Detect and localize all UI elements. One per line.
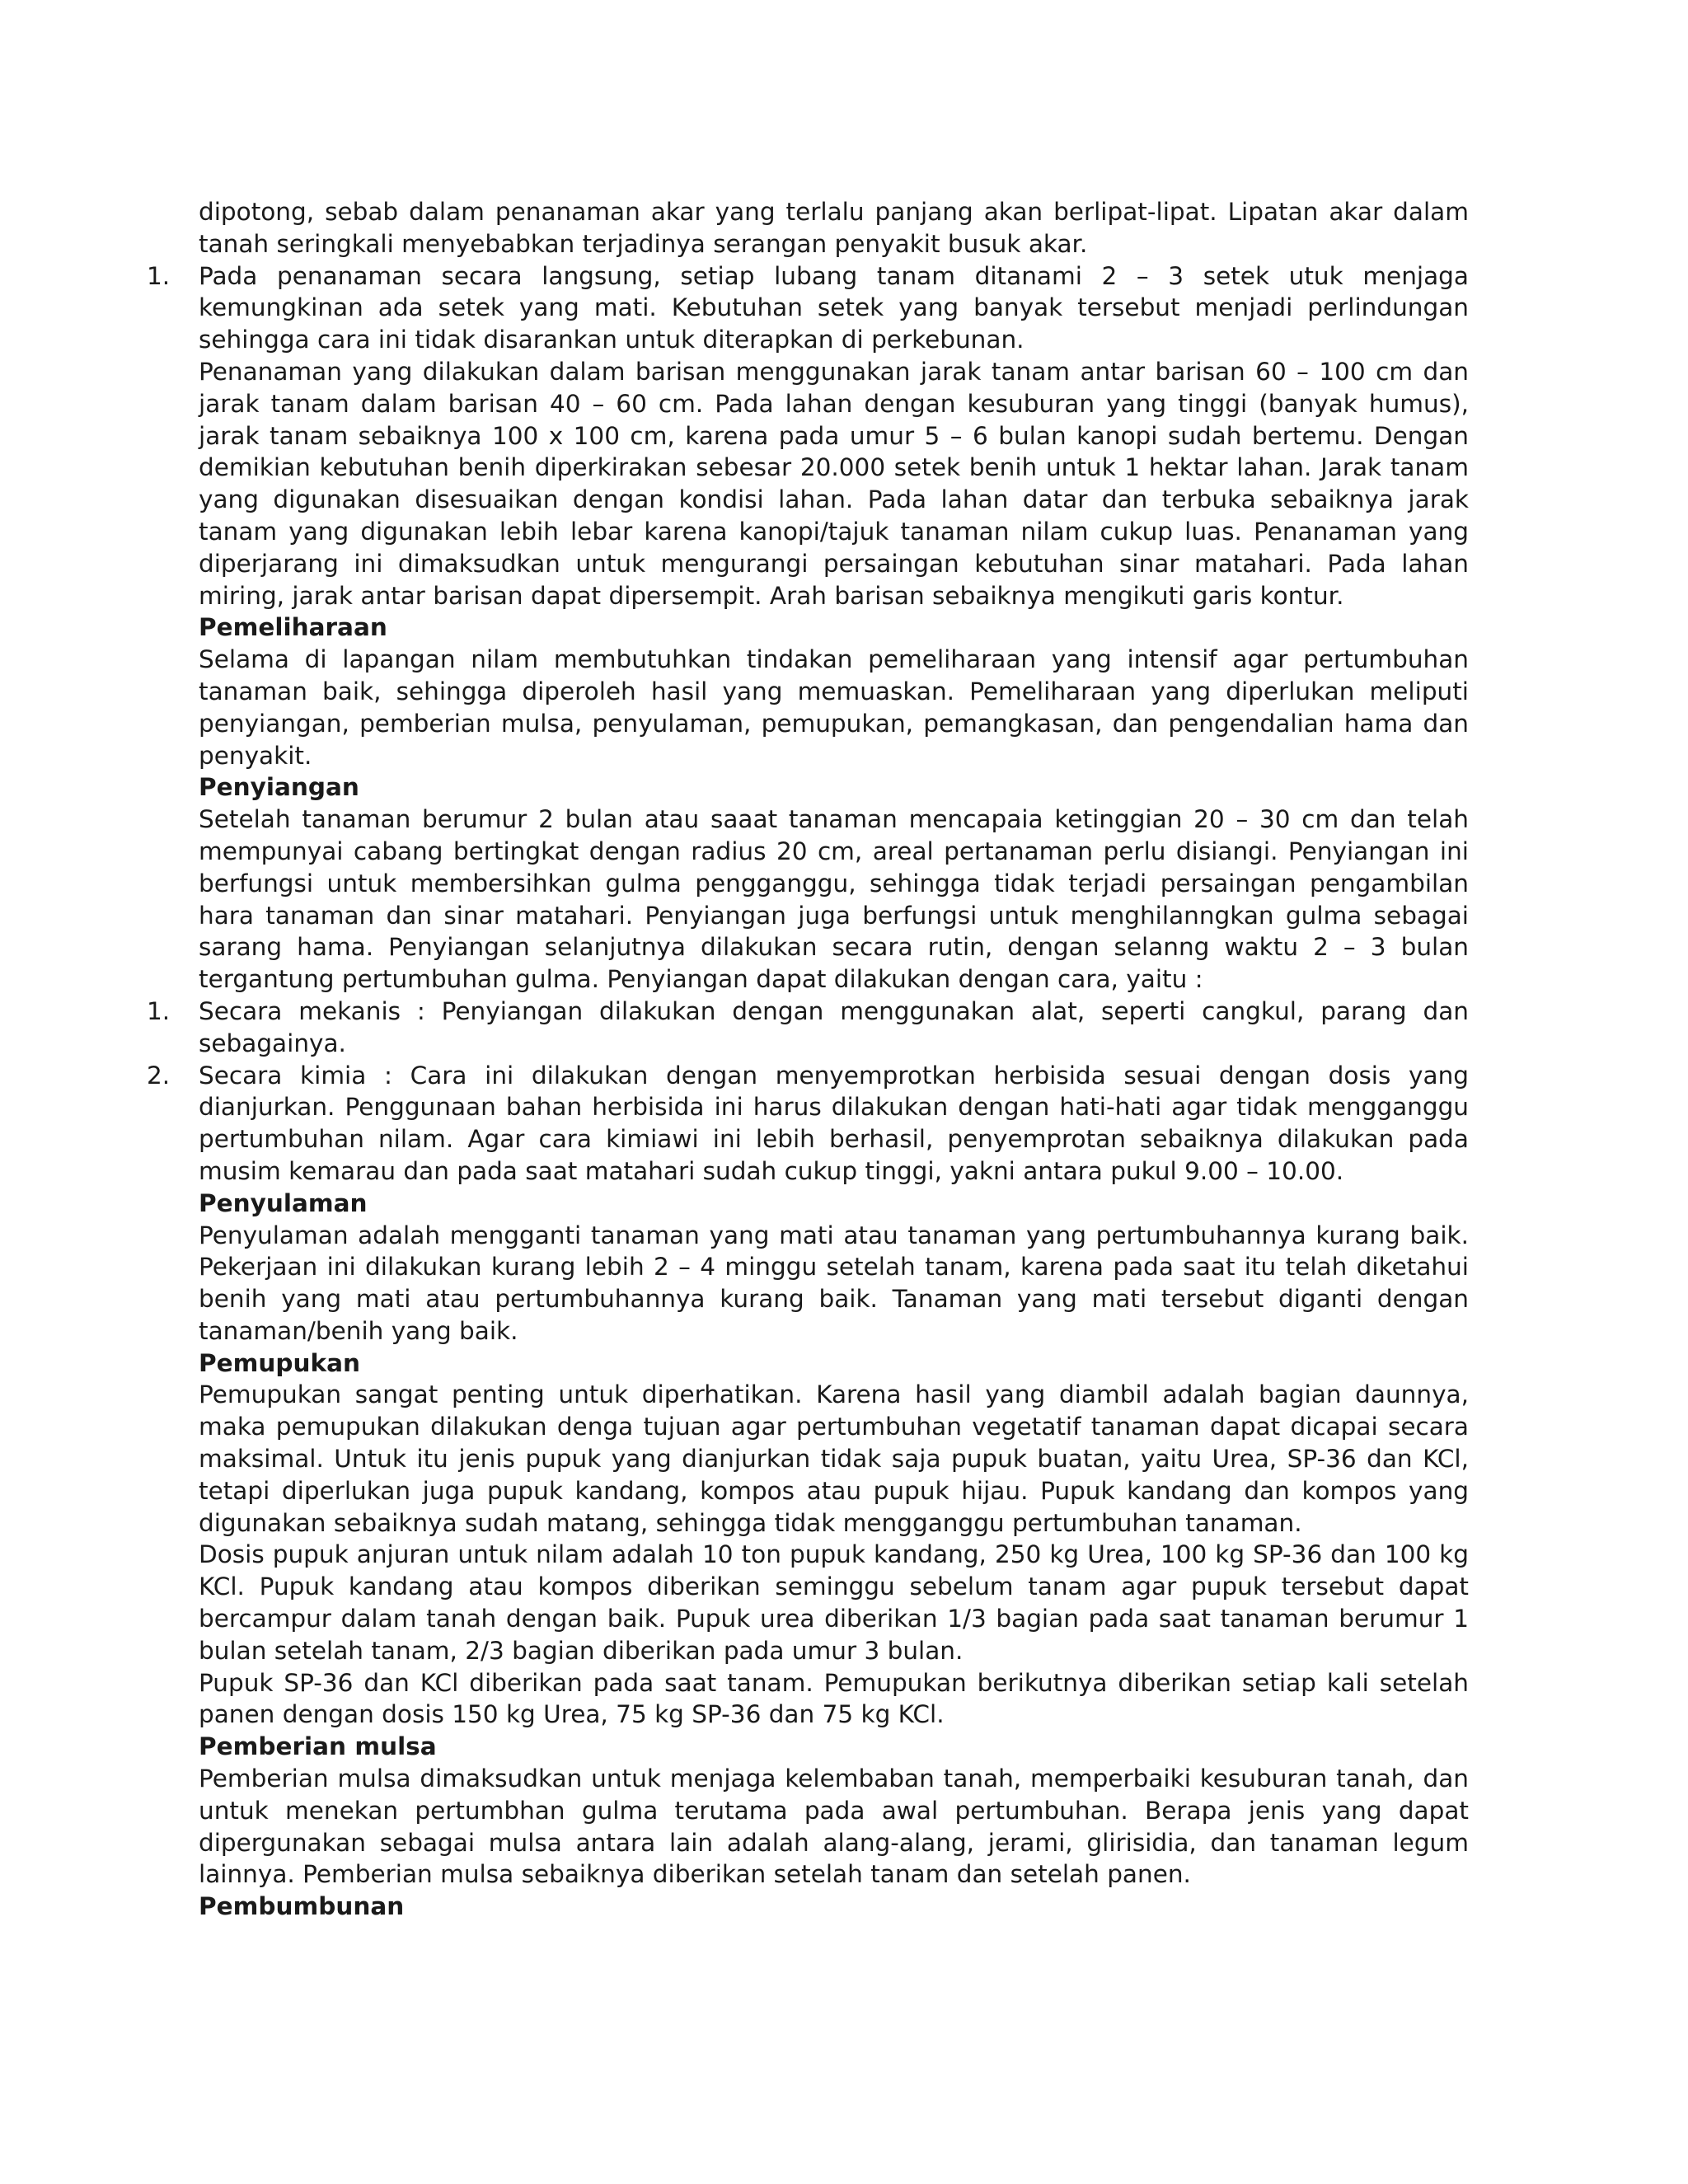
list-number: 2. bbox=[147, 1061, 171, 1090]
list-number: 1. bbox=[147, 261, 171, 290]
list-item bbox=[147, 1060, 1469, 1188]
list-item-text: Secara kimia : Cara ini dilakukan dengan menyemprotkan herbisida sesuai dengan dosis yang dianjurkan. Penggunaan bahan herbisida ini harus dilakukan dengan hati-hati agar tidak mengganggu pertumbuhan nilam. Agar cara kimiawi ini lebih berhasil, penyemprotan sebaiknya dilakukan pada musim kemarau dan pada saat matahari sudah cukup tinggi, yakni antara pukul 9.00 – 10.00. bbox=[199, 1061, 1469, 1185]
paragraph-pemeliharaan: Selama di lapangan nilam membutuhkan tindakan pemeliharaan yang intensif agar pertumbuhan tanaman baik, sehingga diperoleh hasil yang memuaskan. Pemeliharaan yang diperlukan meliputi penyiangan, pemberian mulsa, penyulaman, pemupukan, pemangkasan, dan pengendalian hama dan penyakit. bbox=[199, 645, 1469, 770]
heading-penyiangan: Penyiangan bbox=[199, 773, 359, 802]
heading-penyulaman: Penyulaman bbox=[199, 1188, 368, 1217]
list-item-text: Secara mekanis : Penyiangan dilakukan dengan menggunakan alat, seperti cangkul, parang dan sebagainya. bbox=[199, 996, 1469, 1057]
paragraph-pemberian-mulsa: Pemberian mulsa dimaksudkan untuk menjaga kelembaban tanah, memperbaiki kesuburan tanah, dan untuk menekan pertumbhan gulma terutama pada awal pertumbuhan. Berapa jenis yang dapat dipergunakan sebagai mulsa antara lain adalah alang-alang, jerami, glirisidia, dan tanaman legum lainnya. Pemberian mulsa sebaiknya diberikan setelah tanam dan setelah panen. bbox=[199, 1765, 1469, 1889]
heading-pembumbunan: Pembumbunan bbox=[199, 1892, 405, 1921]
spacing-paragraph: Penanaman yang dilakukan dalam barisan menggunakan jarak tanam antar barisan 60 – 100 cm dan jarak tanam dalam barisan 40 – 60 cm. Pada lahan dengan kesuburan yang tinggi (banyak humus), jarak tanam sebaiknya 100 x 100 cm, karena pada umur 5 – 6 bulan kanopi sudah bertemu. Dengan demikian kebutuhan benih diperkirakan sebesar 20.000 setek benih untuk 1 hektar lahan. Jarak tanam yang digunakan disesuaikan dengan kondisi lahan. Pada lahan datar dan terbuka sebaiknya jarak tanam yang digunakan lebih lebar karena kanopi/tajuk tanaman nilam cukup luas. Penanaman yang diperjarang ini dimaksudkan untuk mengurangi persaingan kebutuhan sinar matahari. Pada lahan miring, jarak antar barisan dapat dipersempit. Arah barisan sebaiknya mengikuti garis kontur. bbox=[199, 357, 1469, 610]
document-page bbox=[147, 196, 1469, 1923]
list-item bbox=[147, 260, 1469, 356]
heading-pemeliharaan: Pemeliharaan bbox=[199, 613, 387, 642]
list-number: 1. bbox=[147, 996, 171, 1025]
heading-pemupukan: Pemupukan bbox=[199, 1348, 361, 1377]
list-item bbox=[147, 996, 1469, 1060]
heading-pemberian-mulsa: Pemberian mulsa bbox=[199, 1732, 437, 1761]
paragraph-penyulaman: Penyulaman adalah mengganti tanaman yang mati atau tanaman yang pertumbuhannya kurang baik. Pekerjaan ini dilakukan kurang lebih 2 – 4 minggu setelah tanam, karena pada saat itu telah diketahui benih yang mati atau pertumbuhannya kurang baik. Tanaman yang mati tersebut diganti dengan tanaman/benih yang baik. bbox=[199, 1221, 1469, 1345]
list-item-text: Pada penanaman secara langsung, setiap lubang tanam ditanami 2 – 3 setek utuk menjaga kemungkinan ada setek yang mati. Kebutuhan setek yang banyak tersebut menjadi perlindungan sehingga cara ini tidak disarankan untuk diterapkan di perkebunan. bbox=[199, 261, 1469, 354]
paragraph-pemupukan-3: Pupuk SP-36 dan KCl diberikan pada saat tanam. Pemupukan berikutnya diberikan setiap kali setelah panen dengan dosis 150 kg Urea, 75 kg SP-36 dan 75 kg KCl. bbox=[199, 1668, 1469, 1729]
paragraph-pemupukan-2: Dosis pupuk anjuran untuk nilam adalah 10 ton pupuk kandang, 250 kg Urea, 100 kg SP-36 dan 100 kg KCl. Pupuk kandang atau kompos diberikan seminggu sebelum tanam agar pupuk tersebut dapat bercampur dalam tanah dengan baik. Pupuk urea diberikan 1/3 bagian pada saat tanaman berumur 1 bulan setelah tanam, 2/3 bagian diberikan pada umur 3 bulan. bbox=[199, 1540, 1469, 1665]
intro-paragraph: dipotong, sebab dalam penanaman akar yang terlalu panjang akan berlipat-lipat. Lipatan akar dalam tanah seringkali menyebabkan terjadinya serangan penyakit busuk akar. bbox=[199, 198, 1469, 258]
paragraph-penyiangan: Setelah tanaman berumur 2 bulan atau saaat tanaman mencapaia ketinggian 20 – 30 cm dan telah mempunyai cabang bertingkat dengan radius 20 cm, areal pertanaman perlu disiangi. Penyiangan ini berfungsi untuk membersihkan gulma pengganggu, sehingga tidak terjadi persaingan pengambilan hara tanaman dan sinar matahari. Penyiangan juga berfungsi untuk menghilanngkan gulma sebagai sarang hama. Penyiangan selanjutnya dilakukan secara rutin, dengan selanng waktu 2 – 3 bulan tergantung pertumbuhan gulma. Penyiangan dapat dilakukan dengan cara, yaitu : bbox=[199, 805, 1469, 994]
paragraph-pemupukan-1: Pemupukan sangat penting untuk diperhatikan. Karena hasil yang diambil adalah bagian daunnya, maka pemupukan dilakukan denga tujuan agar pertumbuhan vegetatif tanaman dapat dicapai secara maksimal. Untuk itu jenis pupuk yang dianjurkan tidak saja pupuk buatan, yaitu Urea, SP-36 dan KCl, tetapi diperlukan juga pupuk kandang, kompos atau pupuk hijau. Pupuk kandang dan kompos yang digunakan sebaiknya sudah matang, sehingga tidak mengganggu pertumbuhan tanaman. bbox=[199, 1380, 1469, 1537]
